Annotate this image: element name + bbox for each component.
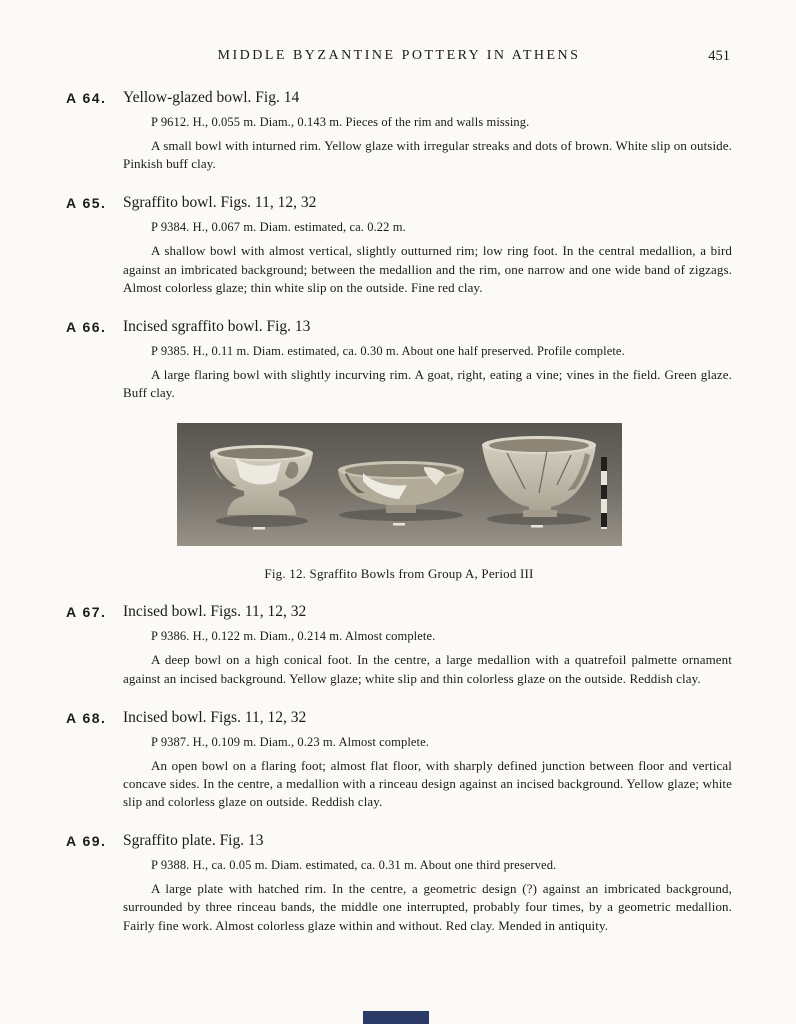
entry-title: Incised sgraffito bowl. Fig. 13: [123, 317, 311, 335]
figure-12: [66, 423, 732, 582]
entry-description: A small bowl with inturned rim. Yellow glaze with irregular streaks and dots of brown. White slip on outside. Pinkish buff clay.: [123, 138, 732, 172]
entry-measurements: P 9386. H., 0.122 m. Diam., 0.214 m. Almost complete.: [151, 629, 436, 644]
bottom-edge-bar: [363, 1011, 429, 1024]
entry-description: A large flaring bowl with slightly incurving rim. A goat, right, eating a vine; vines in the field. Green glaze. Buff clay.: [123, 366, 732, 401]
entry-measurements: P 9612. H., 0.055 m. Diam., 0.143 m. Pieces of the rim and walls missing.: [151, 115, 530, 129]
entry-number: A 68.: [66, 709, 107, 726]
page-title: MIDDLE BYZANTINE POTTERY IN ATHENS: [217, 48, 581, 63]
entry-measurements: P 9387. H., 0.109 m. Diam., 0.23 m. Almost complete.: [151, 734, 429, 749]
entry-number: A 64.: [66, 90, 107, 106]
entry-description: A large plate with hatched rim. In the centre, a geometric design (?) against an imbricated background, surrounded by three rinceau bands, the middle one interrupted, probably four times, by a geometric medallion. Fairly fine work. Almost colorless glaze within and without. Red clay. Mended in antiquity.: [123, 881, 732, 933]
entry-title: Incised bowl. Figs. 11, 12, 32: [123, 603, 307, 621]
running-head: [66, 48, 732, 68]
entry-description: An open bowl on a flaring foot; almost flat floor, with sharply defined junction between floor and vertical concave sides. In the centre, a medallion with a rinceau design against an incised background. Yellow glaze; white slip and colorless glaze on outside. Reddish clay.: [123, 757, 732, 810]
entry-title: Yellow-glazed bowl. Fig. 14: [123, 89, 300, 106]
page-number: 451: [708, 48, 730, 64]
entry-measurements: P 9385. H., 0.11 m. Diam. estimated, ca. 0.30 m. About one half preserved. Profile complete.: [151, 343, 625, 358]
entry-number: A 69.: [66, 833, 107, 850]
pottery-photograph: [177, 423, 622, 546]
entry-title: Sgraffito plate. Fig. 13: [123, 832, 264, 850]
entry-description: A shallow bowl with almost vertical, slightly outturned rim; low ring foot. In the central medallion, a bird against an imbricated background; between the medallion and the rim, one narrow and one wide band of zigzags. Almost colorless glaze; thin white slip on the outside. Fine red clay.: [123, 243, 732, 295]
pottery-photo-illustration: [177, 423, 622, 546]
figure-caption: Fig. 12. Sgraffito Bowls from Group A, Period III: [264, 566, 534, 582]
catalog-entry-a64: [66, 89, 732, 173]
catalog-entry-a68: [66, 709, 732, 812]
catalog-entry-a69: [66, 832, 732, 935]
entry-number: A 66.: [66, 318, 107, 335]
entry-description: A deep bowl on a high conical foot. In the centre, a large medallion with a quatrefoil palmette ornament against an incised background. Yellow glaze; white slip and thin colorless glaze on the outside. Reddish clay.: [123, 652, 732, 686]
entry-number: A 67.: [66, 604, 107, 621]
entry-number: A 65.: [66, 195, 107, 212]
entry-measurements: P 9388. H., ca. 0.05 m. Diam. estimated, ca. 0.31 m. About one third preserved.: [151, 858, 557, 873]
entry-title: Sgraffito bowl. Figs. 11, 12, 32: [123, 194, 317, 212]
catalog-entry-a65: [66, 194, 732, 297]
entry-title: Incised bowl. Figs. 11, 12, 32: [123, 708, 307, 726]
scale-stick: [601, 457, 607, 529]
catalog-entry-a66: [66, 318, 732, 402]
entry-measurements: P 9384. H., 0.067 m. Diam. estimated, ca. 0.22 m.: [151, 220, 406, 235]
catalog-entry-a67: [66, 603, 732, 687]
